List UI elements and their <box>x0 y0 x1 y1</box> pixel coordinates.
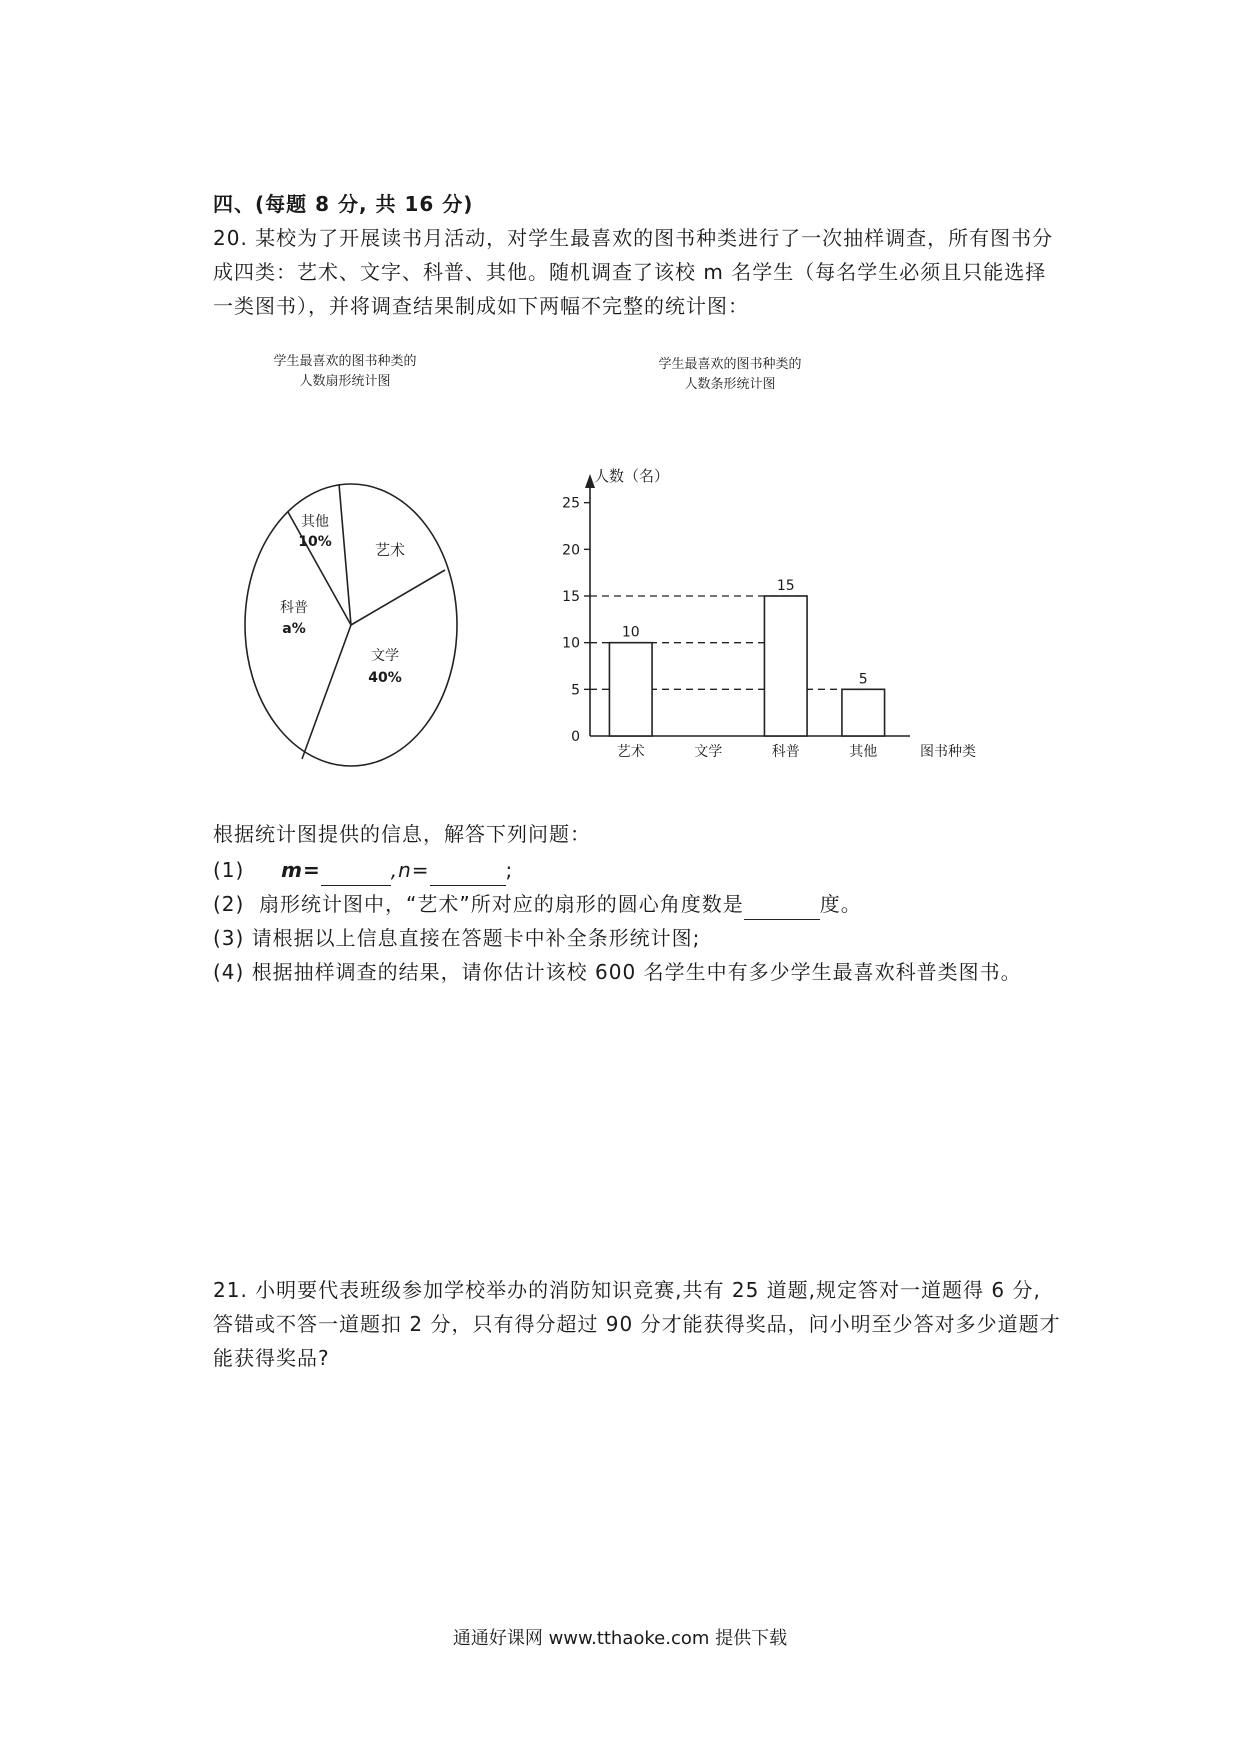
y-tick-label: 5 <box>571 682 580 699</box>
sub1-n-blank[interactable] <box>430 861 506 886</box>
pie-label-qita-pct: 10% <box>298 534 332 550</box>
category-label: 科普 <box>771 744 800 760</box>
sub1-m-blank[interactable] <box>321 861 391 886</box>
q21-line-2: 答错或不答一道题扣 2 分，只有得分超过 90 分才能获得奖品，问小明至少答对多少道题才 <box>213 1312 1061 1336</box>
bar-title-line-2: 人数条形统计图 <box>684 377 776 392</box>
sub2-blank[interactable] <box>744 895 820 920</box>
pie-label-yishu-name: 艺术 <box>374 541 406 559</box>
y-tick-label: 10 <box>562 635 580 652</box>
bar-chart-bars <box>609 578 884 736</box>
q21-line-3: 能获得奖品? <box>213 1346 330 1370</box>
sub2-text: 扇形统计图中，“艺术”所对应的扇形的圆心角度数是 <box>259 892 744 916</box>
bar-chart <box>550 460 976 780</box>
sub1-m-label: m= <box>281 858 321 882</box>
sub2-number: (2) <box>213 892 245 916</box>
bar-0 <box>609 643 652 736</box>
pie-divider-top <box>339 484 351 625</box>
q20-sub3: (3) 请根据以上信息直接在答题卡中补全条形统计图; <box>213 926 701 950</box>
sub1-n-label: ,n= <box>390 858 430 882</box>
bar-chart-xlabel: 图书种类 <box>920 744 976 760</box>
bar-2 <box>764 596 807 736</box>
q20-sub2 <box>213 888 862 920</box>
pie-label-qita-name: 其他 <box>301 514 329 530</box>
bar-chart-yticks <box>562 496 590 745</box>
q20-line-1: 20. 某校为了开展读书月活动，对学生最喜欢的图书种类进行了一次抽样调查，所有图书分 <box>213 226 1054 250</box>
q20-line-2: 成四类：艺术、文字、科普、其他。随机调查了该校 m 名学生（每名学生必须且只能选择 <box>213 260 1047 284</box>
bar-chart-categories <box>617 743 878 760</box>
q20-sub4: (4) 根据抽样调查的结果，请你估计该校 600 名学生中有多少学生最喜欢科普类图书。 <box>213 960 1022 984</box>
q20-sub1 <box>213 854 513 886</box>
section-title: 四、(每题 8 分, 共 16 分) <box>213 192 474 216</box>
y-tick-label: 15 <box>562 589 580 605</box>
bar-value-label: 5 <box>858 671 868 688</box>
sub2-unit: 度。 <box>819 892 862 916</box>
pie-divider-right <box>351 570 445 625</box>
pie-label-kepu-name: 科普 <box>280 600 308 616</box>
pie-label-wenxue-name: 文学 <box>371 648 399 664</box>
pie-title-line-2: 人数扇形统计图 <box>299 374 391 389</box>
pie-chart-title <box>240 352 450 392</box>
bar-value-label: 15 <box>776 578 795 594</box>
bar-3 <box>842 689 885 736</box>
bar-value-label: 10 <box>621 624 640 641</box>
category-label: 其他 <box>849 744 878 760</box>
q20-line-3: 一类图书），并将调查结果制成如下两幅不完整的统计图： <box>213 294 749 318</box>
pie-title-line-1: 学生最喜欢的图书种类的 <box>273 354 417 369</box>
pie-divider-bottom <box>302 625 351 759</box>
pie-chart <box>240 480 460 770</box>
bar-chart-ylabel: 人数（名） <box>594 467 670 485</box>
y-tick-label: 25 <box>562 495 580 512</box>
pie-label-kepu-pct: a% <box>282 621 306 637</box>
footer-credit: 通通好课网 www.tthaoke.com 提供下载 <box>452 1628 788 1649</box>
q21-line-1: 21. 小明要代表班级参加学校举办的消防知识竞赛,共有 25 道题,规定答对一道题得 6 分, <box>213 1278 1041 1302</box>
y-tick-label: 20 <box>562 542 580 559</box>
bar-chart-title <box>625 355 835 395</box>
category-label: 文学 <box>694 744 723 760</box>
sub1-number: (1) <box>213 858 245 882</box>
pie-label-wenxue-pct: 40% <box>368 670 402 686</box>
sub1-end: ; <box>505 858 514 882</box>
bar-title-line-1: 学生最喜欢的图书种类的 <box>658 357 802 372</box>
q20-prompt: 根据统计图提供的信息，解答下列问题： <box>213 822 591 846</box>
y-tick-label: 0 <box>571 729 580 745</box>
category-label: 艺术 <box>616 744 645 760</box>
